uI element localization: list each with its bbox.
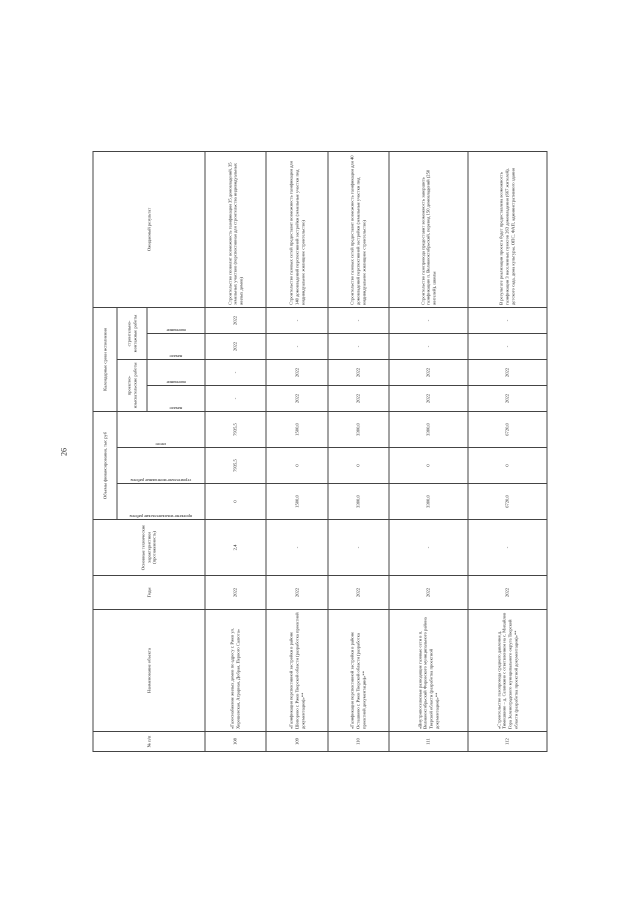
row-fin-construction: 7935,5 [205,448,266,484]
header-constr-start-text: начало [169,353,183,359]
row-constr-end: - [266,307,327,333]
table-header [93,151,205,751]
row-name: «Газификация перспективной застройки в районе Шопорово г. Ржев Тверской области (разработка проектной документации)»** [266,610,327,732]
row-num: 110 [328,732,389,752]
row-result: Строительство газовых сетей предоставит возможность газификации для 40 домовладений перспективной застройки (земельные участки под индивидуальное жилищное строительство) [328,151,389,307]
header-design-end [147,359,205,385]
row-fin-design: 0 [205,484,266,520]
table-row [205,151,266,751]
row-constr-start: - [328,333,389,359]
row-design-end: 2022 [266,359,327,385]
row-design-end: 2022 [468,359,547,385]
header-constr-end-text: окончание [166,327,186,333]
page-number: 26 [59,448,69,456]
row-fin-construction: 0 [328,448,389,484]
row-num: 109 [266,732,327,752]
table-body [205,151,547,751]
row-fin-construction: 0 [389,448,468,484]
header-design-end-text: окончание [166,379,186,385]
header-cal-design: проектно-изыскательские работы [117,359,147,411]
row-design-start: - [205,385,266,411]
row-name: «Газификация перспективной застройки в районе Осташково г. Ржев Тверской области (разработка проектной документации)»** [328,610,389,732]
row-fin-total: 3300,0 [328,411,389,447]
row-fin-total: 6720,0 [468,411,547,447]
row-fin-total: 7935,5 [205,411,266,447]
row-years: 2022 [266,576,327,610]
row-constr-end: - [468,307,547,333]
row-design-end: 2022 [328,359,389,385]
header-name: Наименование объекта [93,610,205,732]
row-name: «Внутрипоселковые разводящие газовые сети в п. Великооктябрьский Фировского муниципального района Тверской области (разработка проектной документации)»** [389,610,468,732]
row-design-end: - [205,359,266,385]
row-fin-design: 3300,0 [389,484,468,520]
row-num: 108 [205,732,266,752]
row-design-start: 2022 [266,385,327,411]
row-constr-start: - [468,333,547,359]
header-calendar: Календарные сроки исполнения [93,307,117,411]
header-fin-total-text: итого [155,442,167,447]
row-design-start: 2022 [328,385,389,411]
header-constr-end [147,307,205,333]
row-years: 2022 [468,576,547,610]
row-fin-total: 1500,0 [266,411,327,447]
header-fin-design-text: проектно-изыскательские работы [129,514,193,519]
row-fin-construction: 0 [468,448,547,484]
row-years: 2022 [205,576,266,610]
header-result: Ожидаемый результат [93,151,205,307]
row-characteristics: - [266,520,327,576]
header-fin-construction [117,448,205,484]
row-constr-start: 2022 [205,333,266,359]
row-fin-design: 6720,0 [468,484,547,520]
table-row [389,151,468,751]
row-num: 111 [389,732,468,752]
row-fin-construction: 0 [266,448,327,484]
rotated-table-page [93,152,548,752]
header-fin-design [117,484,205,520]
row-fin-total: 3300,0 [389,411,468,447]
row-fin-design: 1500,0 [266,484,327,520]
row-result: Строительство газопровода предоставит возможность завершить газификацию п. Великооктябрьский, перевод 150 домовладений (250 жителей), школы [389,151,468,307]
row-name: «Строительство газопровода среднего давления д. Тимошкино – д. Селянкино с ответвлением на с. Михайлов Гора Зеленоградского муниципального округа Тверской области (разработка проектной документации)»** [468,610,547,732]
header-constr-start [147,333,205,359]
row-fin-design: 3300,0 [328,484,389,520]
header-financing: Объемы финансирования, тыс руб [93,411,117,519]
header-num: № п/п [93,732,205,752]
header-characteristics: Основные технические характеристики (протяженность) [93,520,205,576]
row-design-start: 2022 [468,385,547,411]
row-characteristics: - [328,520,389,576]
row-constr-start: - [389,333,468,359]
header-fin-construction-text: строительно-монтажные работы [130,478,192,483]
row-result: Строительство позволит возможность газификации 35 домовладений, 35 земельных участков (перспективная для строительства индивидуальных жилых домов) [205,151,266,307]
header-years: Годы [93,576,205,610]
row-num: 112 [468,732,547,752]
table-row [266,151,327,751]
header-cal-construction: строительно-монтажные работы [117,307,147,359]
row-name: «Газоснабжение жилых домов по адресу г. Ржев ул. Хорошевская, Аграрная, Добрая, Первого Салюта» [205,610,266,732]
row-constr-start: - [266,333,327,359]
table-row [328,151,389,751]
row-constr-end: 2022 [205,307,266,333]
header-fin-total [117,411,205,447]
row-characteristics: - [389,520,468,576]
row-constr-end: - [389,307,468,333]
row-characteristics: 2,4 [205,520,266,576]
row-constr-end: - [328,307,389,333]
row-characteristics: - [468,520,547,576]
row-result: В результате реализации проекта будет предоставлена возможность газификации 3 населенных пунктов 263 домовладения (667 жителей), детского сада, дома культуры, ОПС, ФАП, административного здания [468,151,547,307]
row-design-start: 2022 [389,385,468,411]
row-years: 2022 [328,576,389,610]
header-design-start-text: начало [169,405,183,411]
header-design-start [147,385,205,411]
row-result: Строительство газовых сетей предоставит возможность газификации для 140 домовладений перспективной застройки (земельные участки под индивидуальное жилищное строительство) [266,151,327,307]
row-years: 2022 [389,576,468,610]
table-row [468,151,547,751]
row-design-end: 2022 [389,359,468,385]
projects-table [93,151,548,752]
